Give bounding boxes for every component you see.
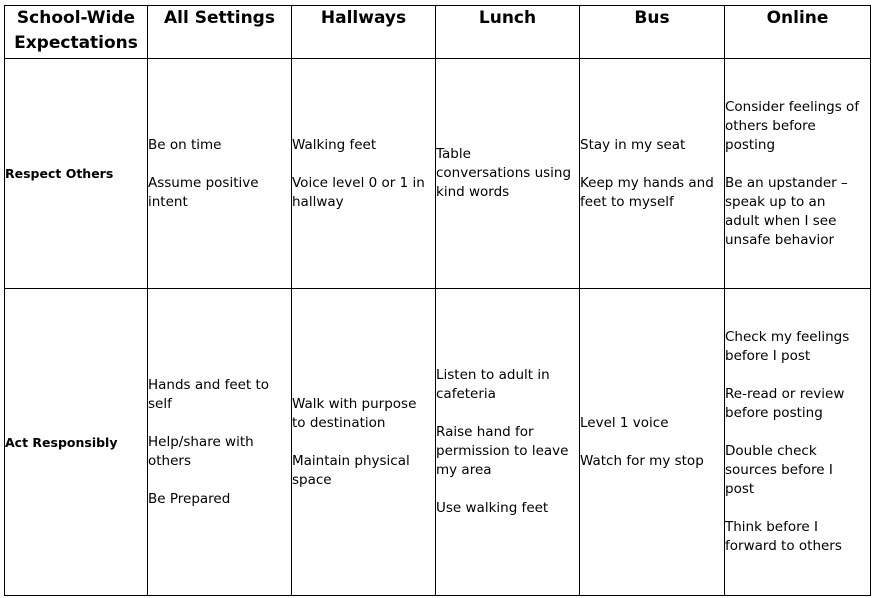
expectation-line: Help/share with	[148, 433, 254, 450]
expectation-line: posting	[725, 136, 776, 153]
expectation-line: self	[148, 395, 172, 412]
expectations-matrix	[4, 5, 871, 596]
expectation-line: Be Prepared	[148, 490, 231, 507]
expectation-line: Keep my hands and	[580, 174, 714, 191]
cell-responsibly-all-settings	[148, 289, 292, 596]
expectation-line: intent	[148, 193, 188, 210]
expectation-line: Walking feet	[292, 136, 377, 153]
item-spacer	[436, 480, 579, 499]
row-respect-others	[5, 59, 871, 289]
expectation-line: permission to leave	[436, 443, 569, 459]
item-spacer	[725, 423, 870, 442]
expectation-line: my area	[436, 462, 492, 478]
expectation-line: Think before I	[725, 519, 818, 535]
cell-respect-bus	[580, 59, 725, 289]
expectation-line: Walk with purpose	[292, 395, 417, 412]
expectation-line: Table	[436, 146, 471, 162]
expectation-line: others before	[725, 117, 816, 134]
expectation-line: Assume positive	[148, 174, 259, 191]
expectation-line: Stay in my seat	[580, 136, 686, 153]
expectation-line: Maintain physical	[292, 452, 410, 469]
expectation-line: post	[725, 481, 755, 497]
row-label-respect-others: Respect Others	[5, 59, 148, 289]
expectation-line: Level 1 voice	[580, 414, 669, 431]
expectation-line: Voice level 0 or 1 in	[292, 174, 425, 191]
cell-respect-all-settings	[148, 59, 292, 289]
cell-responsibly-lunch	[436, 289, 580, 596]
item-spacer	[436, 404, 579, 423]
row-act-responsibly	[5, 289, 871, 596]
expectation-line: Watch for my stop	[580, 452, 704, 469]
item-spacer	[580, 433, 724, 452]
expectation-line: before I post	[725, 348, 811, 364]
cell-respect-lunch	[436, 59, 580, 289]
expectation-line: Double check	[725, 443, 817, 459]
header-corner	[5, 6, 148, 59]
item-spacer	[148, 414, 291, 433]
expectation-line: speak up to an	[725, 193, 826, 210]
expectation-line: space	[292, 471, 332, 488]
header-online: Online	[725, 6, 871, 59]
expectation-line: unsafe behavior	[725, 231, 835, 248]
expectation-line: before posting	[725, 405, 823, 421]
expectation-line: conversations using	[436, 165, 572, 181]
expectation-line: others	[148, 452, 191, 469]
expectation-line: Re-read or review	[725, 386, 845, 402]
expectation-line: Use walking feet	[436, 500, 549, 516]
expectation-line: forward to others	[725, 538, 842, 554]
item-spacer	[148, 155, 291, 174]
cell-responsibly-bus	[580, 289, 725, 596]
expectation-line: to destination	[292, 414, 386, 431]
header-all-settings: All Settings	[148, 6, 292, 59]
item-spacer	[725, 366, 870, 385]
item-spacer	[725, 155, 870, 174]
expectation-line: hallway	[292, 193, 344, 210]
expectation-line: Hands and feet to	[148, 376, 270, 393]
clipped-link-text	[0, 0, 160, 2]
item-spacer	[725, 499, 870, 518]
expectation-line: adult when I see	[725, 212, 837, 229]
row-label-act-responsibly: Act Responsibly	[5, 289, 148, 596]
expectation-line: sources before I	[725, 462, 833, 478]
cell-respect-hallways	[292, 59, 436, 289]
expectation-line: Consider feelings of	[725, 98, 860, 115]
expectation-line: Listen to adult in	[436, 367, 550, 383]
cell-respect-online	[725, 59, 871, 289]
item-spacer	[292, 155, 435, 174]
header-hallways: Hallways	[292, 6, 436, 59]
item-spacer	[292, 433, 435, 452]
expectation-line: Be on time	[148, 136, 222, 153]
header-row	[5, 6, 871, 59]
expectation-line: cafeteria	[436, 386, 496, 402]
item-spacer	[148, 471, 291, 490]
item-spacer	[580, 155, 724, 174]
header-lunch: Lunch	[436, 6, 580, 59]
expectation-line: Be an upstander –	[725, 174, 848, 191]
header-corner-line-2: Expectations	[14, 33, 138, 53]
expectation-line: Raise hand for	[436, 424, 534, 440]
expectation-line: kind words	[436, 184, 510, 200]
header-corner-line-1: School-Wide	[16, 8, 136, 28]
expectation-line: Check my feelings	[725, 329, 850, 345]
expectation-line: feet to myself	[580, 193, 674, 210]
cell-responsibly-hallways	[292, 289, 436, 596]
header-bus: Bus	[580, 6, 725, 59]
cell-responsibly-online	[725, 289, 871, 596]
